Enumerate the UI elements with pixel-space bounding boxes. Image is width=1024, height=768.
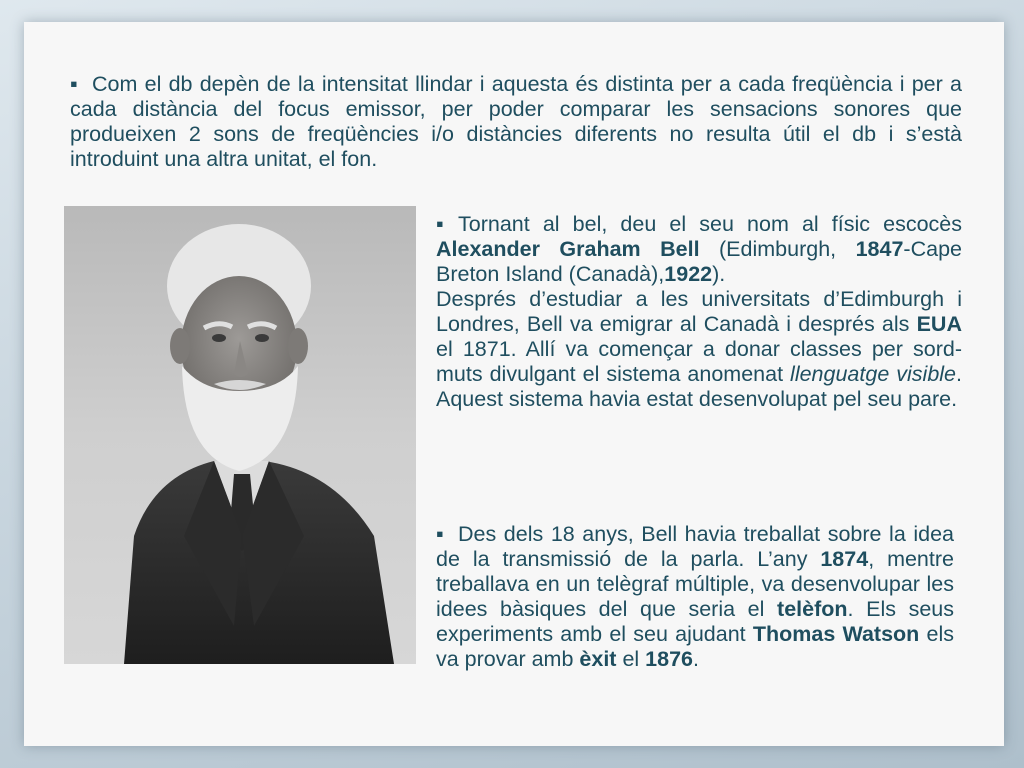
- bio-text-5: Després d’estudiar a les universitats d’Edimburgh i Londres, Bell va emigrar al Canadà i després als: [436, 287, 962, 336]
- intro-text: Com el db depèn de la intensitat llindar i aquesta és distinta per a cada freqüència i per a cada distància del focus emissor, per poder comparar les sensacions sonores que produeixen 2 sons de freqüències i/o distàncies diferents no resulta útil el db i s’està introduint una altra unitat, el fon.: [70, 72, 962, 171]
- phone-text-6: .: [693, 647, 699, 671]
- usa-label: EUA: [916, 312, 962, 336]
- visible-speech-term: llenguatge visible: [790, 362, 957, 386]
- bio-text-6: el 1871. Allí va començar a donar classes per sord-muts divulgant el sistema anomenat: [436, 337, 962, 386]
- bullet-icon: ▪: [436, 212, 444, 236]
- phone-text-2: , mentre treballava en un telègraf múltiple, va desenvolupar les idees bàsiques del que seria el: [436, 547, 954, 621]
- bullet-icon: ▪: [70, 72, 78, 96]
- assistant-name: Thomas Watson: [752, 622, 920, 646]
- phone-text-1: Des dels 18 anys, Bell havia treballat sobre la idea de la transmissió de la parla. L’any: [436, 522, 954, 571]
- bio-text-4: ).: [712, 262, 726, 286]
- bio-text-7: . Aquest sistema havia estat desenvolupat pel seu pare.: [436, 362, 962, 411]
- phone-text-3: . Els seus experiments amb el seu ajudant: [436, 597, 955, 646]
- phone-text-5: el: [616, 647, 646, 671]
- telephone-word: telèfon: [777, 597, 848, 621]
- bio-text-3: -Cape Breton Island (Canadà),: [436, 237, 962, 286]
- intro-paragraph: [70, 72, 962, 172]
- portrait-photo: [64, 206, 416, 664]
- bio-text-1: Tornant al bel, deu el seu nom al físic escocès: [458, 212, 962, 236]
- year-1876: 1876: [645, 647, 693, 671]
- success-word: èxit: [579, 647, 617, 671]
- phone-text-4: els va provar amb: [436, 622, 954, 671]
- bullet-icon: ▪: [436, 522, 444, 546]
- bio-text-2: (Edimburgh,: [699, 237, 856, 261]
- bell-portrait-image: [64, 206, 416, 664]
- death-year: 1922: [664, 262, 713, 286]
- year-1874: 1874: [820, 547, 869, 571]
- bell-name: Alexander Graham Bell: [436, 237, 700, 261]
- background-decoration: [0, 380, 17, 449]
- telephone-paragraph: [436, 522, 954, 672]
- bell-biography-paragraph: [436, 212, 962, 412]
- birth-year: 1847: [855, 237, 904, 261]
